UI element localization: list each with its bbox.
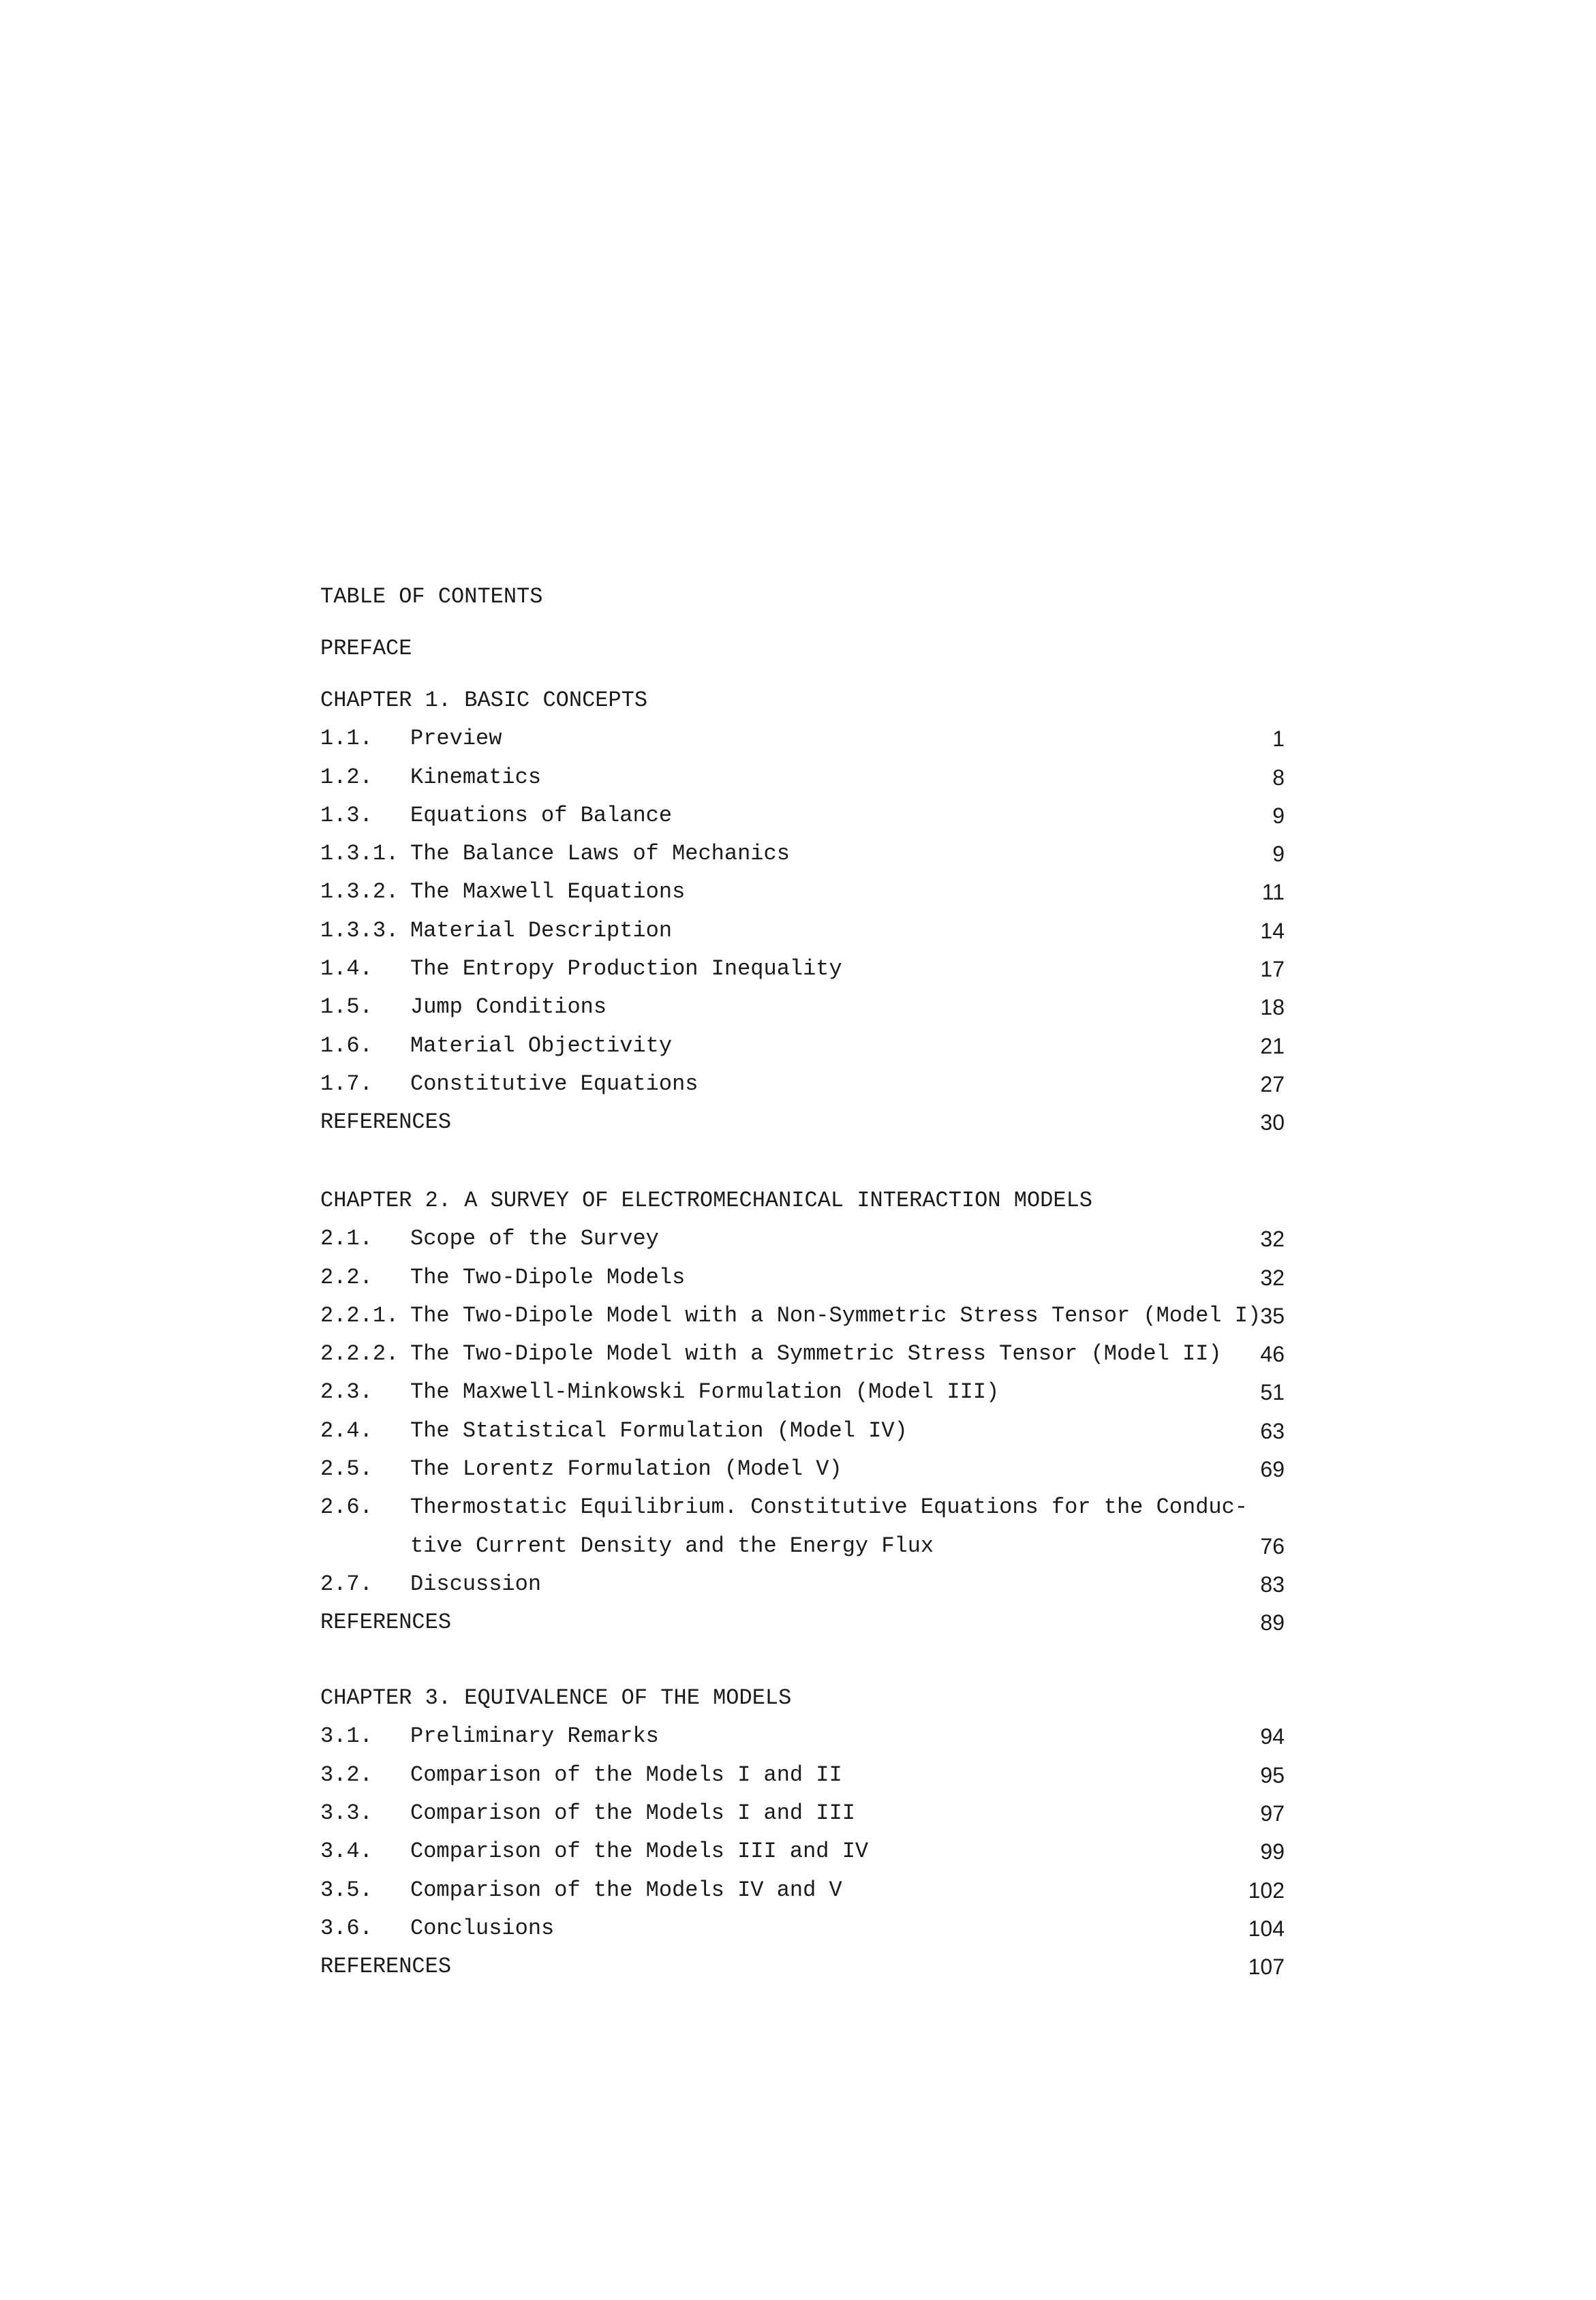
entry-title: The Maxwell-Minkowski Formulation (Model III): [410, 1379, 1000, 1405]
entry-number: 3.2.: [320, 1762, 373, 1788]
toc-entry: [320, 1027, 1285, 1065]
toc-entry: [320, 950, 1285, 988]
entry-page-number: 9: [1272, 842, 1285, 866]
references-label: REFERENCES: [320, 1954, 452, 1979]
entry-number: 1.6.: [320, 1033, 373, 1058]
entry-number: 2.5.: [320, 1456, 373, 1482]
chapter-heading: CHAPTER 2. A SURVEY OF ELECTROMECHANICAL INTERACTION MODELS: [320, 1188, 1092, 1213]
toc-entry: [320, 797, 1285, 835]
toc-entry: [320, 1717, 1285, 1755]
references-line: [320, 1948, 1285, 1986]
entry-title: Scope of the Survey: [410, 1226, 659, 1251]
toc-entry: [320, 1373, 1285, 1411]
entry-title: Comparison of the Models I and III: [410, 1800, 855, 1826]
entry-number: 1.3.: [320, 803, 373, 828]
references-label: REFERENCES: [320, 1109, 452, 1135]
entry-number: 1.3.1.: [320, 841, 399, 866]
references-line: [320, 1604, 1285, 1642]
entry-page-number: 99: [1260, 1839, 1285, 1864]
references-page-number: 89: [1260, 1610, 1285, 1635]
entry-page-number: 76: [1260, 1534, 1285, 1559]
entry-number: 2.4.: [320, 1418, 373, 1443]
entry-number: 1.5.: [320, 994, 373, 1019]
toc-entry: [320, 1450, 1285, 1488]
entry-title: Comparison of the Models I and II: [410, 1762, 842, 1788]
entry-number: 3.6.: [320, 1916, 373, 1941]
entry-page-number: 21: [1260, 1034, 1285, 1058]
entry-title: Discussion: [410, 1571, 542, 1597]
entry-page-number: 102: [1248, 1878, 1285, 1903]
entry-number: 2.2.: [320, 1265, 373, 1290]
toc-entry: [320, 720, 1285, 758]
entry-page-number: 27: [1260, 1072, 1285, 1097]
entry-page-number: 104: [1248, 1916, 1285, 1941]
preface-heading: PREFACE: [320, 636, 412, 661]
entry-number: 2.6.: [320, 1494, 373, 1520]
entry-page-number: 46: [1260, 1342, 1285, 1366]
toc-entry: [320, 1412, 1285, 1450]
entry-title: Thermostatic Equilibrium. Constitutive Equations for the Conduc-: [410, 1494, 1248, 1520]
toc-entry: [320, 873, 1285, 911]
entry-number: 2.3.: [320, 1379, 373, 1405]
references-line: [320, 1103, 1285, 1141]
entry-number: 3.4.: [320, 1839, 373, 1864]
toc-title: TABLE OF CONTENTS: [320, 584, 543, 609]
chapter-heading: CHAPTER 1. BASIC CONCEPTS: [320, 688, 648, 713]
entry-title: Constitutive Equations: [410, 1071, 699, 1097]
entry-page-number: 32: [1260, 1266, 1285, 1290]
toc-entry: [320, 1220, 1285, 1258]
chapter-heading-line: [320, 1182, 1285, 1220]
entry-number: 1.4.: [320, 956, 373, 981]
toc-entry: [320, 1565, 1285, 1604]
entry-number: 1.2.: [320, 765, 373, 790]
references-page-number: 107: [1248, 1954, 1285, 1979]
entry-number: 1.3.3.: [320, 918, 399, 943]
entry-title: Material Objectivity: [410, 1033, 673, 1058]
entry-title: Preview: [410, 726, 502, 751]
entry-page-number: 14: [1260, 919, 1285, 943]
references-label: REFERENCES: [320, 1610, 452, 1635]
entry-number: 1.3.2.: [320, 879, 399, 904]
entry-title: The Entropy Production Inequality: [410, 956, 842, 981]
entry-number: 1.1.: [320, 726, 373, 751]
entry-title: Equations of Balance: [410, 803, 673, 828]
entry-page-number: 63: [1260, 1419, 1285, 1443]
entry-title: The Two-Dipole Models: [410, 1265, 686, 1290]
entry-page-number: 97: [1260, 1801, 1285, 1826]
toc-entry: [320, 1259, 1285, 1297]
toc-entry: [320, 1488, 1285, 1527]
entry-title: The Lorentz Formulation (Model V): [410, 1456, 842, 1482]
toc-entry: [320, 1065, 1285, 1103]
chapter-heading: CHAPTER 3. EQUIVALENCE OF THE MODELS: [320, 1685, 792, 1711]
toc-entry: [320, 835, 1285, 873]
toc-entry: [320, 1756, 1285, 1794]
entry-number: 3.1.: [320, 1723, 373, 1749]
entry-page-number: 95: [1260, 1763, 1285, 1788]
entry-title: The Two-Dipole Model with a Non-Symmetric Stress Tensor (Model I): [410, 1303, 1261, 1328]
entry-title: Jump Conditions: [410, 994, 607, 1019]
entry-page-number: 94: [1260, 1724, 1285, 1749]
toc-entry: [320, 758, 1285, 797]
entry-page-number: 11: [1261, 880, 1285, 904]
chapter-heading-line: [320, 681, 1285, 720]
toc-entry: [320, 1833, 1285, 1871]
entry-title: Comparison of the Models IV and V: [410, 1877, 842, 1903]
entry-page-number: 17: [1260, 957, 1285, 981]
toc-entry: [320, 1910, 1285, 1948]
entry-page-number: 32: [1260, 1227, 1285, 1251]
entry-title: The Statistical Formulation (Model IV): [410, 1418, 908, 1443]
toc-entry: [320, 1527, 1285, 1565]
chapter-heading-line: [320, 1679, 1285, 1717]
entry-page-number: 35: [1260, 1304, 1285, 1328]
toc-entry: [320, 988, 1285, 1026]
toc-entry: [320, 1335, 1285, 1373]
toc-entry: [320, 1297, 1285, 1335]
entry-number: 1.7.: [320, 1071, 373, 1097]
entry-page-number: 8: [1272, 765, 1285, 790]
entry-page-number: 1: [1272, 726, 1285, 751]
entry-title: Comparison of the Models III and IV: [410, 1839, 869, 1864]
entry-number: 2.1.: [320, 1226, 373, 1251]
entry-number: 2.7.: [320, 1571, 373, 1597]
toc-entry: [320, 912, 1285, 950]
entry-number: 3.5.: [320, 1877, 373, 1903]
entry-title: The Maxwell Equations: [410, 879, 686, 904]
entry-number: 2.2.2.: [320, 1341, 399, 1366]
entry-page-number: 83: [1260, 1572, 1285, 1597]
entry-page-number: 18: [1260, 995, 1285, 1019]
entry-page-number: 9: [1272, 803, 1285, 828]
toc-title-line: [320, 578, 1285, 616]
entry-number: 2.2.1.: [320, 1303, 399, 1328]
references-page-number: 30: [1260, 1110, 1285, 1135]
entry-page-number: 51: [1260, 1380, 1285, 1405]
entry-title: Material Description: [410, 918, 673, 943]
entry-title: Preliminary Remarks: [410, 1723, 659, 1749]
entry-title: The Two-Dipole Model with a Symmetric Stress Tensor (Model II): [410, 1341, 1222, 1366]
entry-page-number: 69: [1260, 1457, 1285, 1482]
toc-entry: [320, 1871, 1285, 1910]
entry-number: 3.3.: [320, 1800, 373, 1826]
entry-title: The Balance Laws of Mechanics: [410, 841, 790, 866]
preface-line: [320, 630, 1285, 668]
toc-entry: [320, 1794, 1285, 1833]
entry-title: Kinematics: [410, 765, 542, 790]
entry-title: Conclusions: [410, 1916, 555, 1941]
entry-title: tive Current Density and the Energy Flux: [410, 1533, 934, 1559]
